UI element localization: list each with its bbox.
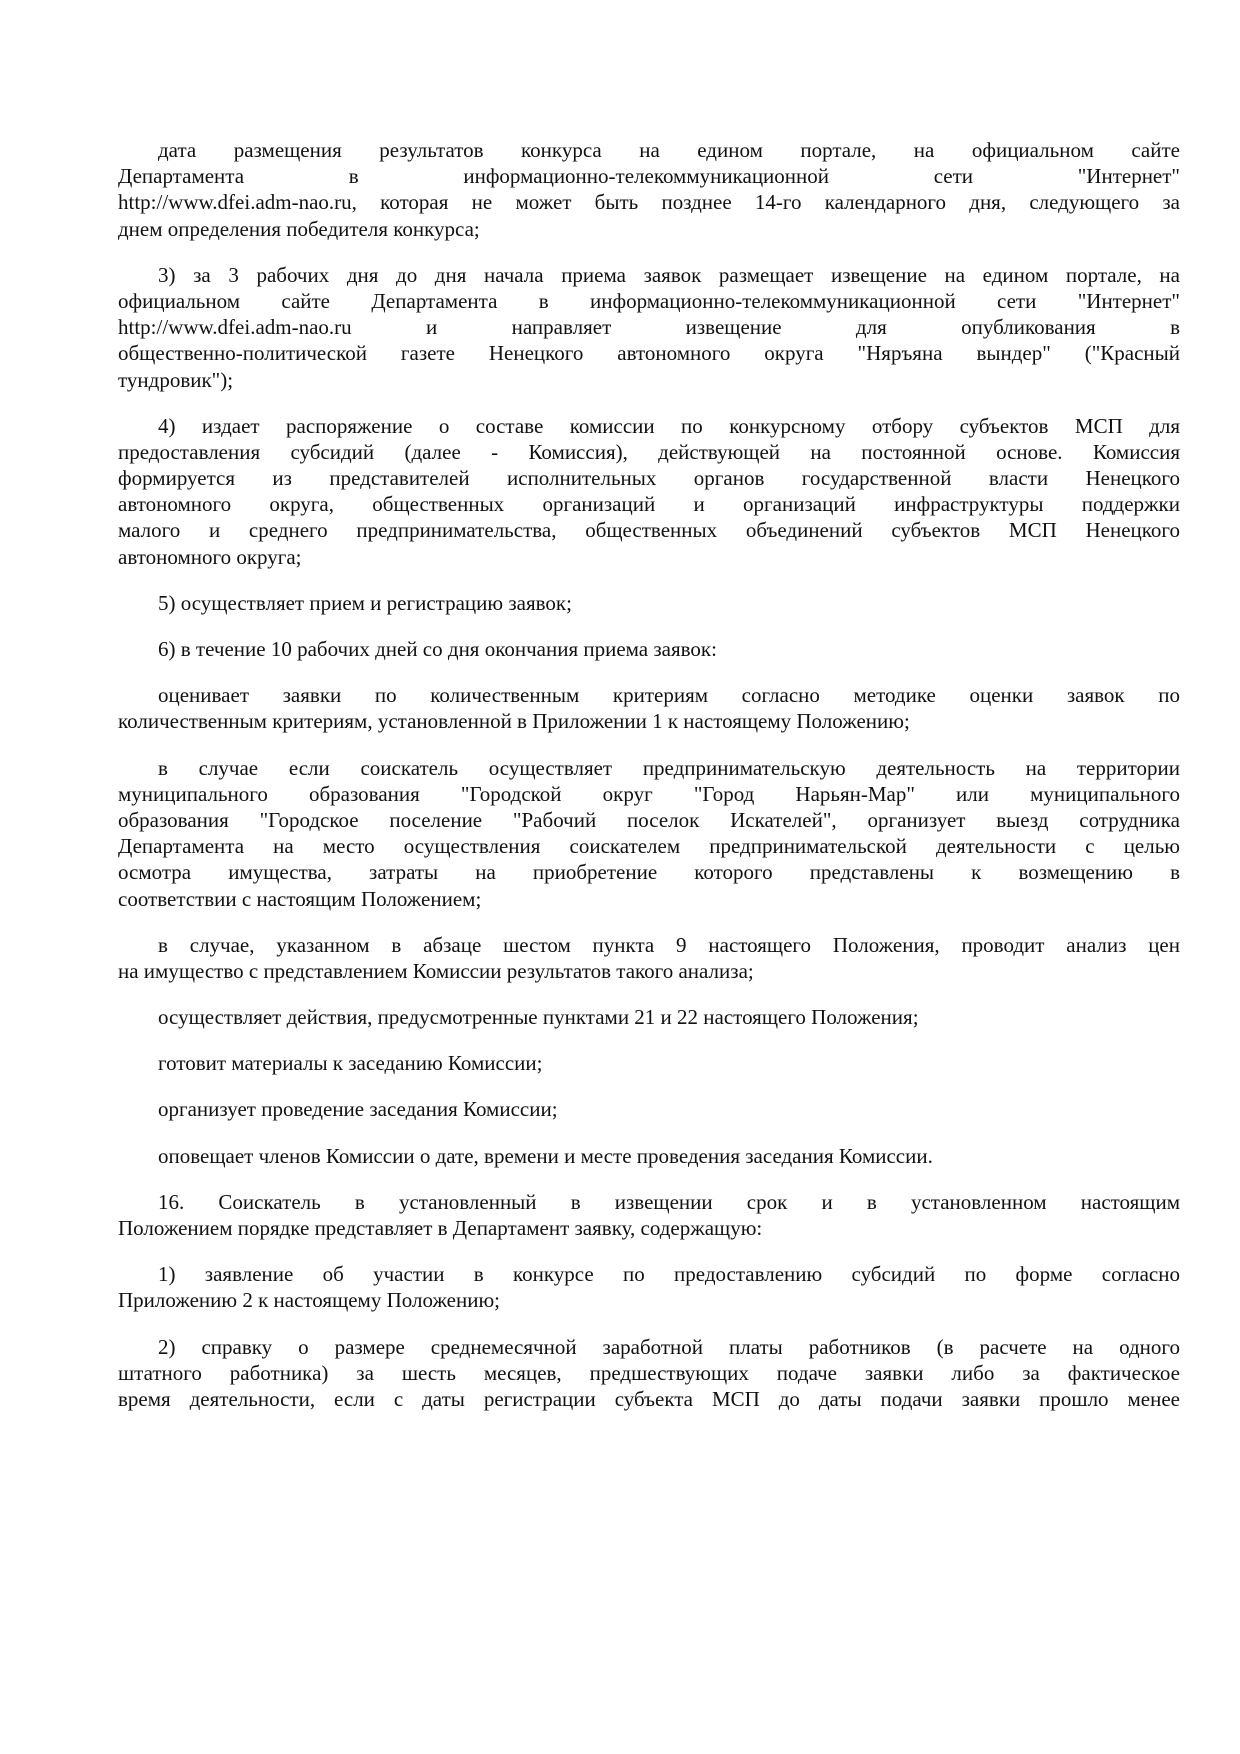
text-line: оповещает членов Комиссии о дате, времени и месте проведения заседания Комиссии. — [158, 1143, 933, 1168]
paragraph — [118, 682, 1180, 734]
text-line: общественно-политической газете Ненецкого автономного округа "Няръяна вындер" ("Красный — [118, 341, 1180, 366]
text-line: http://www.dfei.adm-nao.ru и направляет извещение для опубликования в — [118, 315, 1180, 340]
text-line: малого и среднего предпринимательства, общественных объединений субъектов МСП Ненецкого — [118, 518, 1180, 543]
text-line: тундровик"); — [118, 367, 234, 392]
text-line: в случае, указанном в абзаце шестом пункта 9 настоящего Положения, проводит анализ цен — [158, 932, 1180, 957]
paragraph — [118, 1004, 1180, 1030]
text-line: днем определения победителя конкурса; — [118, 216, 480, 241]
text-line: Департамента на место осуществления соискателем предпринимательской деятельности с целью — [118, 834, 1180, 859]
text-line: на имущество с представлением Комиссии результатов такого анализа; — [118, 958, 754, 983]
text-line: http://www.dfei.adm-nao.ru, которая не может быть позднее 14-го календарного дня, следующего за — [118, 190, 1180, 215]
text-line: автономного округа, общественных организаций и организаций инфраструктуры поддержки — [118, 492, 1180, 517]
text-line: дата размещения результатов конкурса на едином портале, на официальном сайте — [158, 138, 1180, 162]
paragraph — [118, 262, 1180, 393]
text-line: соответствии с настоящим Положением; — [118, 886, 482, 911]
document-page — [118, 137, 1180, 1432]
text-line: Департамента в информационно-телекоммуникационной сети "Интернет" — [118, 164, 1180, 189]
paragraph — [118, 1334, 1180, 1413]
text-line: в случае если соискатель осуществляет предпринимательскую деятельность на территории — [158, 755, 1180, 780]
text-line: готовит материалы к заседанию Комиссии; — [158, 1051, 543, 1076]
text-line: 3) за 3 рабочих дня до дня начала приема заявок размещает извещение на едином портале, на — [158, 262, 1180, 287]
paragraph — [118, 413, 1180, 570]
text-line: образования "Городское поселение "Рабочий поселок Искателей", организует выезд сотрудника — [118, 807, 1180, 832]
text-line: 16. Соискатель в установленный в извещении срок и в установленном настоящим — [158, 1189, 1180, 1214]
text-line: официальном сайте Департамента в информационно-телекоммуникационной сети "Интернет" — [118, 288, 1180, 313]
text-line: 2) справку о размере среднемесячной заработной платы работников (в расчете на одного — [158, 1334, 1180, 1359]
paragraph — [118, 590, 1180, 616]
text-line: Положением порядке представляет в Департамент заявку, содержащую: — [118, 1216, 763, 1240]
paragraph — [118, 1096, 1180, 1122]
paragraph — [118, 932, 1180, 984]
paragraph — [118, 755, 1180, 912]
text-line: количественным критериям, установленной в Приложении 1 к настоящему Положению; — [118, 709, 910, 734]
text-line: муниципального образования "Городской округ "Город Нарьян-Мар" или муниципального — [118, 781, 1180, 806]
text-line: 6) в течение 10 рабочих дней со дня окончания приема заявок: — [158, 637, 717, 661]
text-line: 5) осуществляет прием и регистрацию заявок; — [158, 590, 572, 615]
text-line: время деятельности, если с даты регистрации субъекта МСП до даты подачи заявки прошло менее — [118, 1386, 1180, 1411]
text-line: организует проведение заседания Комиссии; — [158, 1097, 558, 1122]
text-line: штатного работника) за шесть месяцев, предшествующих подаче заявки либо за фактическое — [118, 1360, 1180, 1385]
text-line: предоставления субсидий (далее - Комиссия), действующей на постоянной основе. Комиссия — [118, 439, 1180, 464]
text-line: осуществляет действия, предусмотренные пунктами 21 и 22 настоящего Положения; — [158, 1005, 919, 1030]
text-line: оценивает заявки по количественным критериям согласно методике оценки заявок по — [158, 683, 1180, 708]
text-line: 1) заявление об участии в конкурсе по предоставлению субсидий по форме согласно — [158, 1262, 1180, 1287]
text-line: Приложению 2 к настоящему Положению; — [118, 1288, 500, 1313]
paragraph — [118, 1189, 1180, 1241]
text-line: осмотра имущества, затраты на приобретение которого представлены к возмещению в — [118, 860, 1180, 885]
paragraph — [118, 1261, 1180, 1313]
paragraph — [118, 636, 1180, 662]
paragraph — [118, 1143, 1180, 1169]
text-line: формируется из представителей исполнительных органов государственной власти Ненецкого — [118, 466, 1180, 491]
paragraph — [118, 137, 1180, 242]
text-line: 4) издает распоряжение о составе комиссии по конкурсному отбору субъектов МСП для — [158, 413, 1180, 438]
text-line: автономного округа; — [118, 544, 302, 569]
paragraph — [118, 1050, 1180, 1076]
